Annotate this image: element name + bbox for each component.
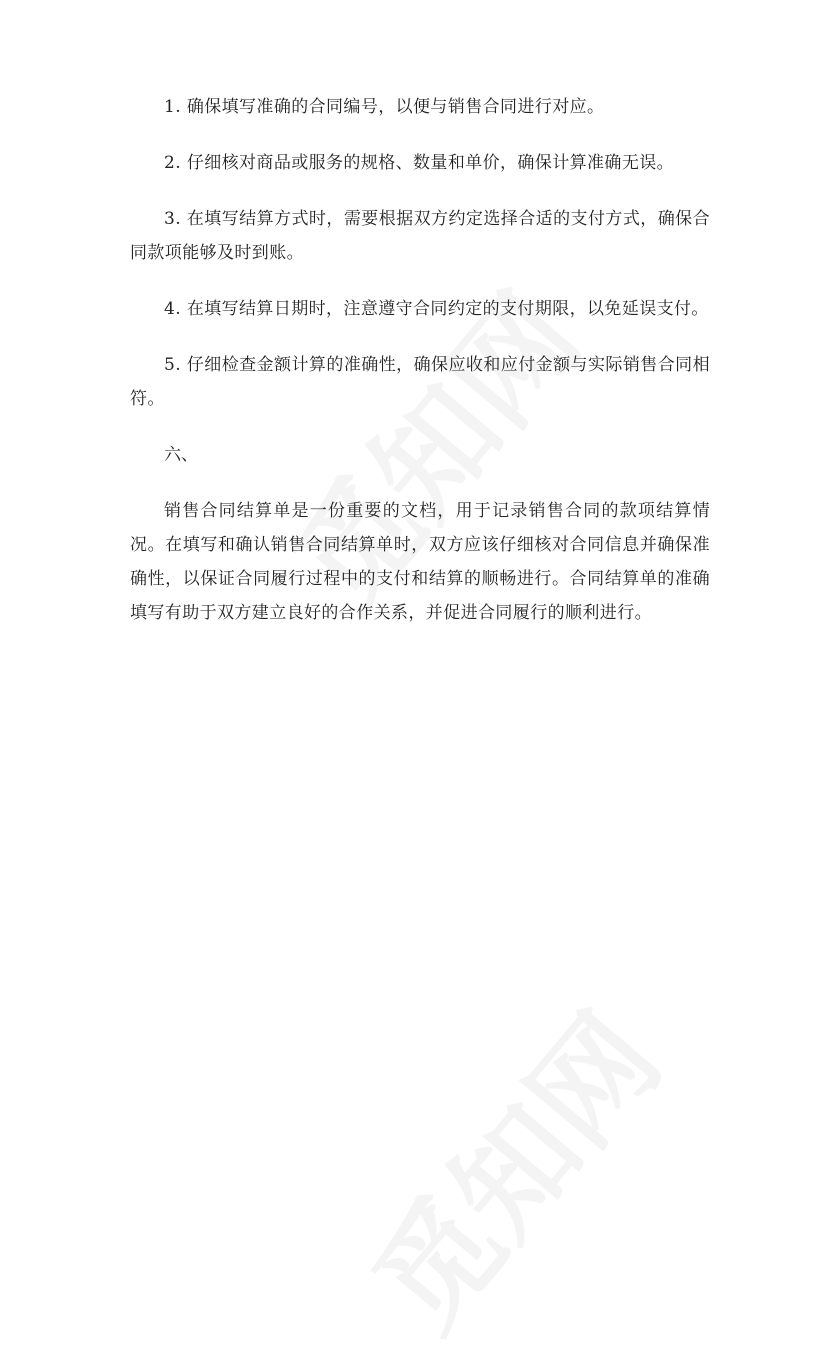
list-item: 4. 在填写结算日期时，注意遵守合同约定的支付期限，以免延误支付。 [164,299,709,319]
section-heading: 六、 [164,445,198,465]
list-item: 5. 仔细检查金额计算的准确性，确保应收和应付金额与实际销售合同相符。 [130,355,710,409]
list-item: 3. 在填写结算方式时，需要根据双方约定选择合适的支付方式，确保合同款项能够及时到账。 [130,209,710,263]
list-item: 2. 仔细核对商品或服务的规格、数量和单价，确保计算准确无误。 [164,153,675,173]
list-item: 1. 确保填写准确的合同编号，以便与销售合同进行对应。 [164,97,605,117]
watermark [328,973,691,1359]
summary-paragraph: 销售合同结算单是一份重要的文档，用于记录销售合同的款项结算情况。在填写和确认销售合同结算单时，双方应该仔细核对合同信息并确保准确性，以保证合同履行过程中的支付和结算的顺畅进行。合同结算单的准确填写有助于双方建立良好的合作关系，并促进合同履行的顺利进行。 [130,501,710,623]
document-body [130,90,710,652]
